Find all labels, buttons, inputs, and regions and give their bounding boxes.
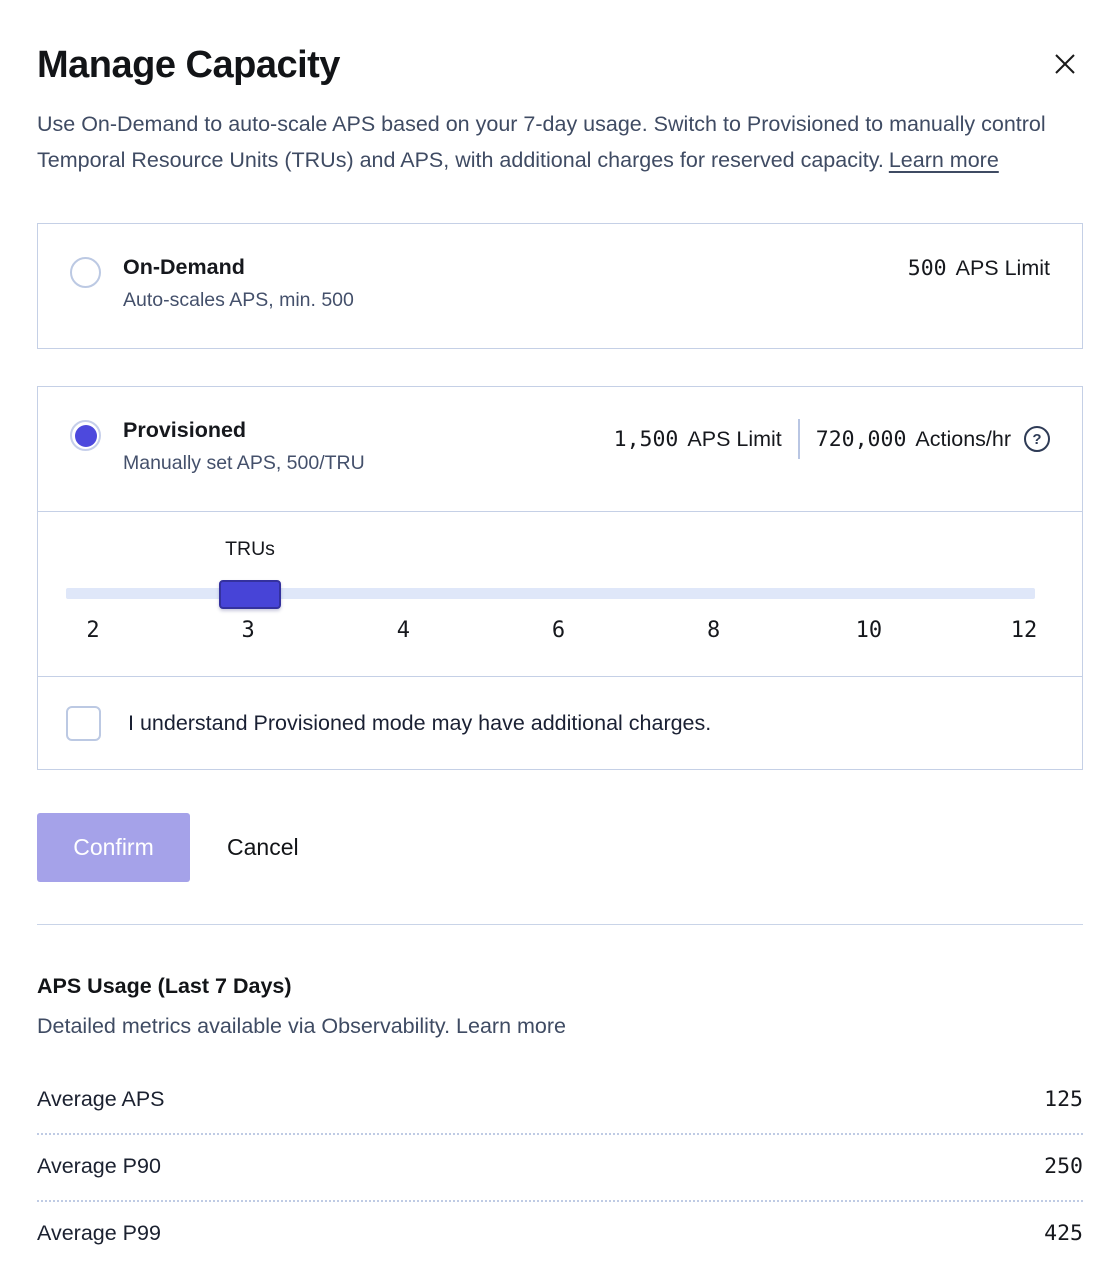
confirm-button[interactable]: Confirm: [37, 813, 190, 882]
provisioned-aps-number: 1,500: [613, 426, 679, 452]
dialog-description: [37, 107, 1082, 178]
table-row: [37, 1200, 1083, 1267]
provisioned-radio[interactable]: [70, 420, 101, 451]
option-card-provisioned[interactable]: [37, 386, 1083, 770]
provisioned-metrics: [614, 419, 1050, 459]
dialog-actions: [37, 813, 1083, 882]
provisioned-sublabel: Manually set APS, 500/TRU: [123, 452, 365, 474]
provisioned-aps-limit: [614, 427, 782, 452]
on-demand-radio[interactable]: [70, 257, 101, 288]
metric-label: Average P99: [37, 1221, 161, 1245]
slider-track[interactable]: [66, 588, 1035, 599]
slider-ticks: [86, 618, 1038, 648]
cancel-button[interactable]: Cancel: [227, 834, 299, 860]
section-divider: [37, 924, 1083, 925]
metric-label: Average APS: [37, 1087, 165, 1111]
on-demand-sublabel: Auto-scales APS, min. 500: [123, 289, 354, 311]
aps-limit-number: 500: [907, 256, 947, 281]
on-demand-metrics: [908, 256, 1050, 281]
slider-tick: 4: [396, 618, 410, 643]
table-row: [37, 1068, 1083, 1133]
slider-tick: 12: [1010, 618, 1038, 643]
page-title: Manage Capacity: [37, 44, 340, 86]
provisioned-radio-dot: [75, 425, 97, 447]
metrics-divider: [798, 419, 800, 459]
slider-label: TRUs: [225, 538, 275, 560]
usage-learn-more-link[interactable]: Learn more: [456, 1014, 566, 1038]
provisioned-row: [38, 387, 1082, 511]
learn-more-link[interactable]: Learn more: [888, 147, 999, 172]
provisioned-actions-rate: [816, 427, 1011, 452]
actions-per-hour-suffix: Actions/hr: [915, 426, 1011, 451]
help-icon[interactable]: ?: [1024, 426, 1050, 452]
slider-tick: 3: [241, 618, 255, 643]
on-demand-texts: [123, 255, 908, 312]
usage-metrics-table: [37, 1068, 1083, 1267]
on-demand-row: [38, 224, 1082, 348]
metric-value: 250: [1044, 1154, 1083, 1179]
close-icon[interactable]: [1053, 52, 1077, 76]
tru-slider-section: [38, 512, 1082, 676]
slider-tick: 10: [855, 618, 883, 643]
metric-value: 425: [1044, 1221, 1083, 1246]
acknowledge-row[interactable]: [38, 677, 1082, 769]
table-row: [37, 1133, 1083, 1200]
actions-per-hour-number: 720,000: [815, 426, 907, 452]
provisioned-texts: [123, 418, 614, 475]
aps-limit-value: [908, 256, 1050, 281]
slider-tick: 6: [551, 618, 566, 643]
provisioned-label: Provisioned: [123, 418, 247, 442]
metric-value: 125: [1044, 1087, 1083, 1112]
provisioned-aps-suffix: APS Limit: [687, 426, 782, 451]
slider-tick: 8: [707, 618, 721, 643]
metric-label: Average P90: [37, 1154, 161, 1178]
option-card-on-demand[interactable]: [37, 223, 1083, 349]
acknowledge-label: I understand Provisioned mode may have additional charges.: [128, 710, 712, 735]
usage-subtitle-line: [37, 1014, 1083, 1039]
aps-usage-section: [37, 974, 1083, 1267]
usage-subtitle: Detailed metrics available via Observability.: [37, 1014, 451, 1038]
slider-handle[interactable]: [219, 580, 281, 609]
slider-tick: 2: [86, 618, 100, 643]
close-icon-glyph: [1053, 52, 1077, 76]
dialog-header: [37, 44, 1083, 87]
aps-limit-suffix: APS Limit: [955, 256, 1050, 280]
usage-title: APS Usage (Last 7 Days): [37, 974, 292, 998]
acknowledge-checkbox[interactable]: [66, 706, 101, 741]
on-demand-label: On-Demand: [123, 255, 245, 279]
description-text: Use On-Demand to auto-scale APS based on your 7-day usage. Switch to Provisioned to manually control Temporal Resource Units (TRUs) and APS, with additional charges for reserved capacity.: [37, 112, 1046, 172]
